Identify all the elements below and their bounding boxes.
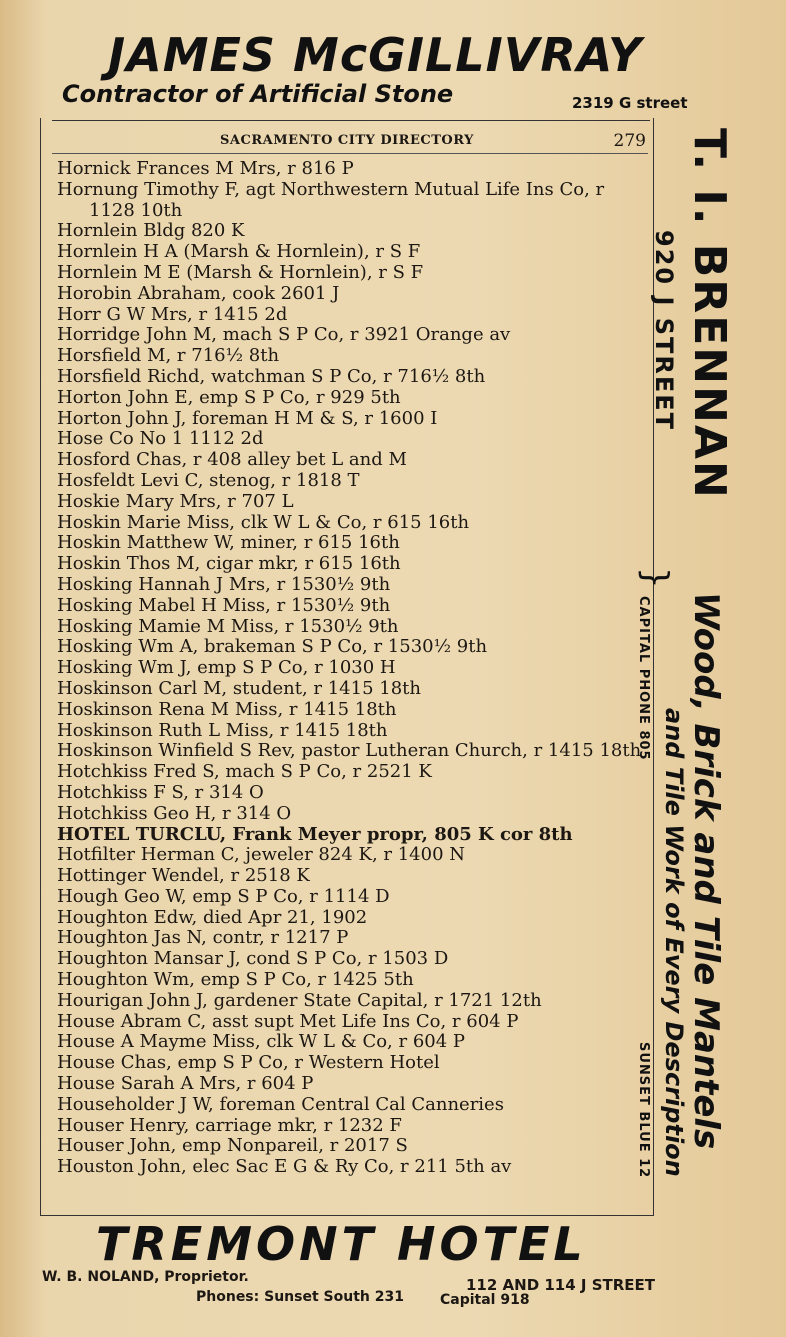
brace-ornament: } <box>635 567 675 589</box>
list-item: Horobin Abraham, cook 2601 J <box>57 282 340 304</box>
directory-header <box>52 131 648 154</box>
list-item: Houghton Edw, died Apr 21, 1902 <box>57 906 368 928</box>
hotel-name: TREMONT HOTEL <box>96 1217 587 1271</box>
side-ad-tile-work: and Tile Work of Every Description <box>660 708 688 1177</box>
list-item: Hotchkiss Fred S, mach S P Co, r 2521 K <box>57 761 432 783</box>
directory-title: SACRAMENTO CITY DIRECTORY <box>220 133 474 148</box>
list-item: Hotchkiss F S, r 314 O <box>57 781 264 803</box>
list-item: Horridge John M, mach S P Co, r 3921 Orange av <box>57 324 511 346</box>
list-item: Horsfield M, r 716½ 8th <box>57 345 280 367</box>
list-item: Hosking Wm J, emp S P Co, r 1030 H <box>57 657 396 679</box>
list-item: Horton John E, emp S P Co, r 929 5th <box>57 386 401 408</box>
side-ad-phone-capital: CAPITAL PHONE 805 <box>636 596 651 761</box>
page-number: 279 <box>613 131 646 151</box>
directory-listing <box>57 159 647 1178</box>
frame-top-rule <box>52 120 650 121</box>
hotel-capital-phone: Capital 918 <box>440 1292 530 1308</box>
list-item: Hosfeldt Levi C, stenog, r 1818 T <box>57 469 360 491</box>
list-item: Hoskin Thos M, cigar mkr, r 615 16th <box>57 553 401 575</box>
list-item: Hoskinson Rena M Miss, r 1415 18th <box>57 698 397 720</box>
top-advertisement <box>0 0 786 118</box>
list-item: Horsfield Richd, watchman S P Co, r 716½ 8th <box>57 365 486 387</box>
list-item: Hosking Mabel H Miss, r 1530½ 9th <box>57 594 391 616</box>
list-item: Hosking Mamie M Miss, r 1530½ 9th <box>57 615 399 637</box>
list-item: Householder J W, foreman Central Cal Canneries <box>57 1093 504 1115</box>
list-item: Hotfilter Herman C, jeweler 824 K, r 1400 N <box>57 844 465 866</box>
hotel-phones: Phones: Sunset South 231 <box>196 1289 404 1305</box>
list-item: House Sarah A Mrs, r 604 P <box>57 1073 314 1095</box>
list-item: Hoskinson Winfield S Rev, pastor Lutheran Church, r 1415 18th <box>57 740 642 762</box>
hotel-proprietor: W. B. NOLAND, Proprietor. <box>42 1269 249 1285</box>
list-item: House A Mayme Miss, clk W L & Co, r 604 P <box>57 1031 466 1053</box>
list-item: Hornlein Bldg 820 K <box>57 220 245 242</box>
list-item: Hornick Frances M Mrs, r 816 P <box>57 158 354 179</box>
list-item: Horr G W Mrs, r 1415 2d <box>57 303 288 325</box>
list-item: Hottinger Wendel, r 2518 K <box>57 865 310 887</box>
list-item: Houghton Jas N, contr, r 1217 P <box>57 927 349 949</box>
list-item: HOTEL TURCLU, Frank Meyer propr, 805 K cor 8th <box>57 823 573 845</box>
list-item: Hose Co No 1 1112 2d <box>57 428 264 450</box>
side-ad-phone-sunset: SUNSET BLUE 12 <box>636 1042 651 1179</box>
side-ad-name: T. I. BRENNAN <box>684 128 735 500</box>
list-item: Hourigan John J, gardener State Capital, r 1721 12th <box>57 989 542 1011</box>
advertiser-address: 2319 G street <box>572 94 688 112</box>
list-item: Hoskin Marie Miss, clk W L & Co, r 615 16th <box>57 511 470 533</box>
side-ad-street: 920 J STREET <box>650 230 678 432</box>
list-item: Houston John, elec Sac E G & Ry Co, r 211 5th av <box>57 1156 512 1178</box>
list-item: House Abram C, asst supt Met Life Ins Co, r 604 P <box>57 1010 519 1032</box>
list-item: Hosking Hannah J Mrs, r 1530½ 9th <box>57 573 391 595</box>
list-item: Hosking Wm A, brakeman S P Co, r 1530½ 9th <box>57 636 488 658</box>
advertiser-name: JAMES McGILLIVRAY <box>108 28 643 82</box>
list-item: Houghton Mansar J, cond S P Co, r 1503 D <box>57 948 449 970</box>
list-item: Hoskie Mary Mrs, r 707 L <box>57 490 294 512</box>
hotel-address: 112 AND 114 J STREET <box>466 1276 656 1294</box>
side-ad-mantels: Wood, Brick and Tile Mantels <box>686 592 726 1150</box>
list-item: Houghton Wm, emp S P Co, r 1425 5th <box>57 969 414 991</box>
list-item: Hoskinson Ruth L Miss, r 1415 18th <box>57 719 388 741</box>
list-item: Hornung Timothy F, agt Northwestern Mutual Life Ins Co, r 1128 10th <box>57 178 605 221</box>
list-item: Horton John J, foreman H M & S, r 1600 I <box>57 407 438 429</box>
list-item: Hoskinson Carl M, student, r 1415 18th <box>57 677 421 699</box>
list-item: Hough Geo W, emp S P Co, r 1114 D <box>57 885 390 907</box>
list-item: Hosford Chas, r 408 alley bet L and M <box>57 449 407 471</box>
list-item: Hornlein M E (Marsh & Hornlein), r S F <box>57 261 424 283</box>
list-item: Hotchkiss Geo H, r 314 O <box>57 802 292 824</box>
list-item: Hornlein H A (Marsh & Hornlein), r S F <box>57 241 421 263</box>
list-item: Houser John, emp Nonpareil, r 2017 S <box>57 1135 408 1157</box>
list-item: House Chas, emp S P Co, r Western Hotel <box>57 1052 440 1074</box>
list-item: Hoskin Matthew W, miner, r 615 16th <box>57 532 400 554</box>
list-item: Houser Henry, carriage mkr, r 1232 F <box>57 1114 402 1136</box>
advertiser-tagline: Contractor of Artificial Stone <box>62 80 454 108</box>
